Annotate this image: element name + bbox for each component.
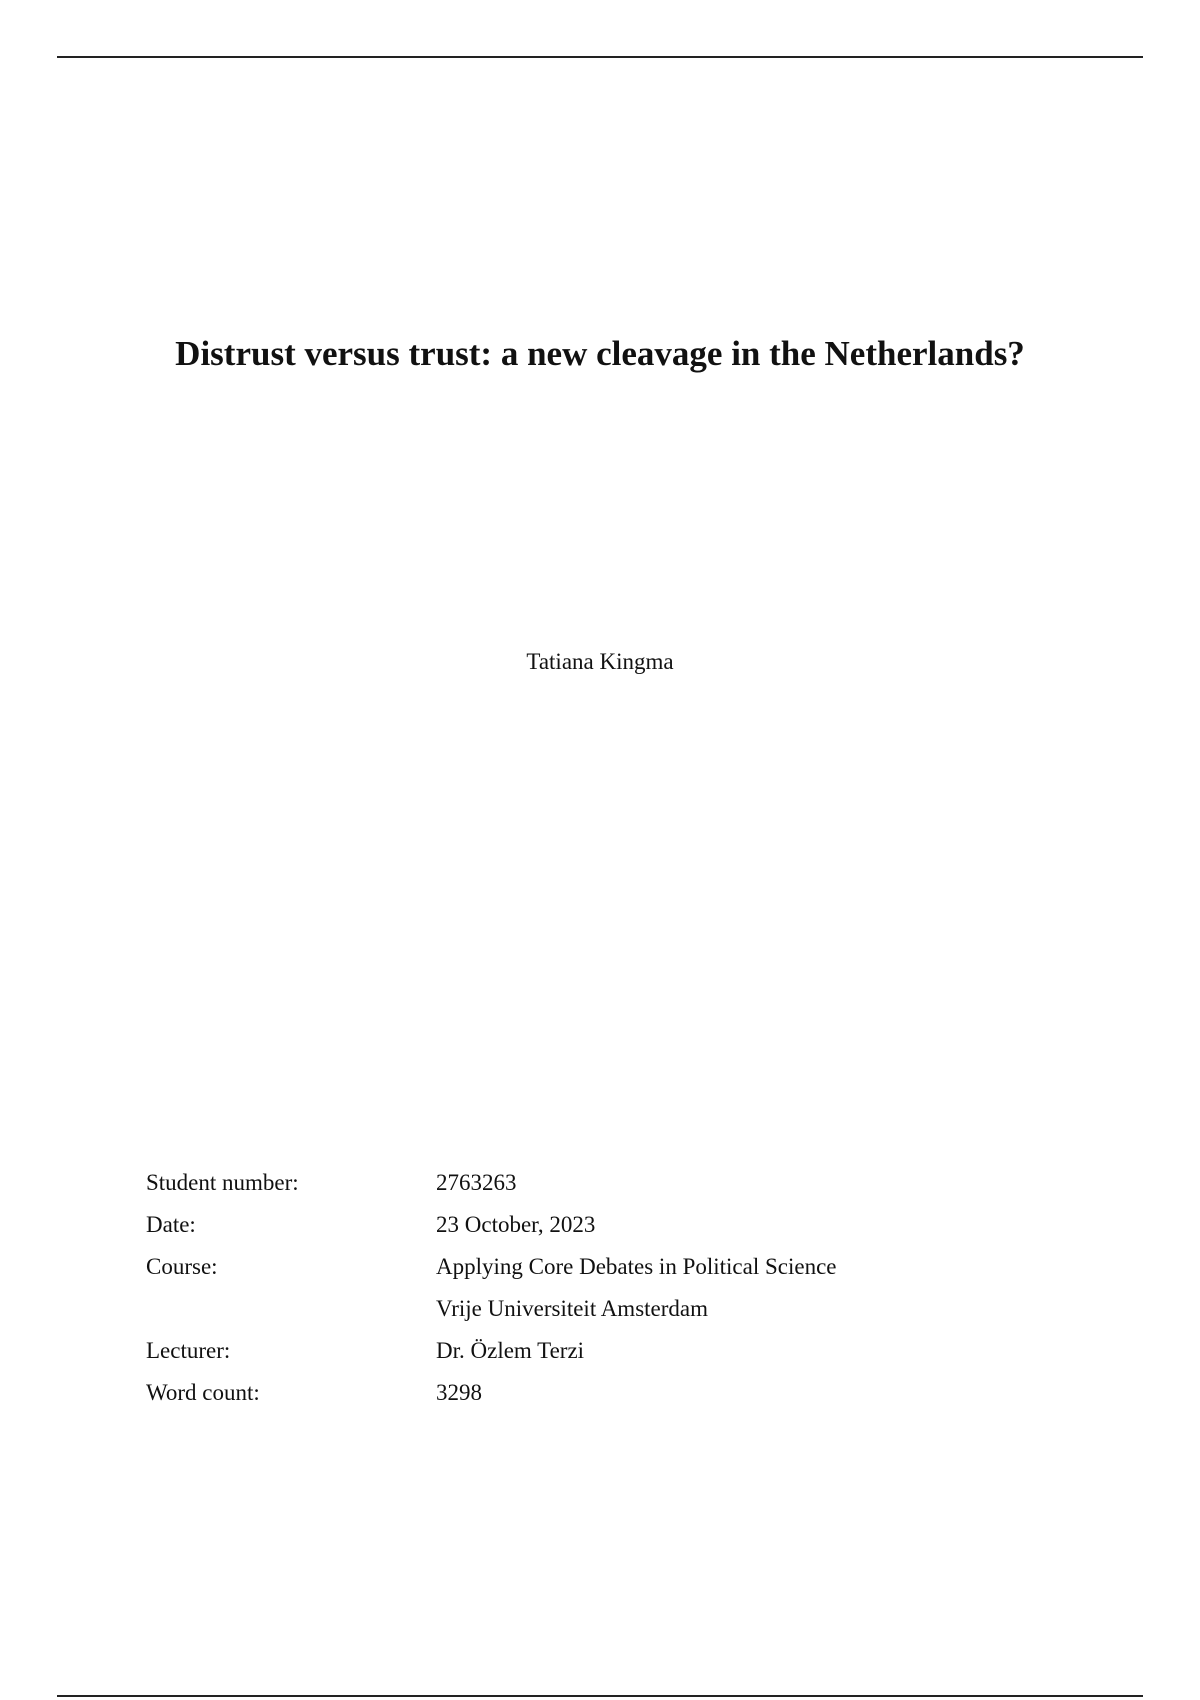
detail-row-institution [146, 1294, 1046, 1336]
detail-value: 2763263 [436, 1170, 517, 1195]
detail-value: Vrije Universiteit Amsterdam [436, 1296, 709, 1321]
detail-value: 3298 [436, 1380, 482, 1405]
detail-value: Applying Core Debates in Political Science [436, 1254, 837, 1279]
details-block [146, 1168, 1046, 1420]
detail-row-date [146, 1210, 1046, 1252]
detail-label [146, 1294, 436, 1336]
document-title: Distrust versus trust: a new cleavage in the Netherlands? [175, 334, 1025, 373]
author-name: Tatiana Kingma [526, 649, 674, 674]
top-rule [57, 56, 1143, 58]
detail-value: 23 October, 2023 [436, 1212, 596, 1237]
detail-row-word-count [146, 1378, 1046, 1420]
detail-label: Lecturer: [146, 1338, 231, 1363]
detail-label: Course: [146, 1254, 218, 1279]
detail-value: Dr. Özlem Terzi [436, 1338, 585, 1363]
detail-label: Student number: [146, 1170, 299, 1195]
detail-row-student-number [146, 1168, 1046, 1210]
detail-row-lecturer [146, 1336, 1046, 1378]
detail-label: Date: [146, 1212, 196, 1237]
detail-row-course [146, 1252, 1046, 1294]
detail-label: Word count: [146, 1380, 260, 1405]
bottom-rule [57, 1695, 1143, 1697]
